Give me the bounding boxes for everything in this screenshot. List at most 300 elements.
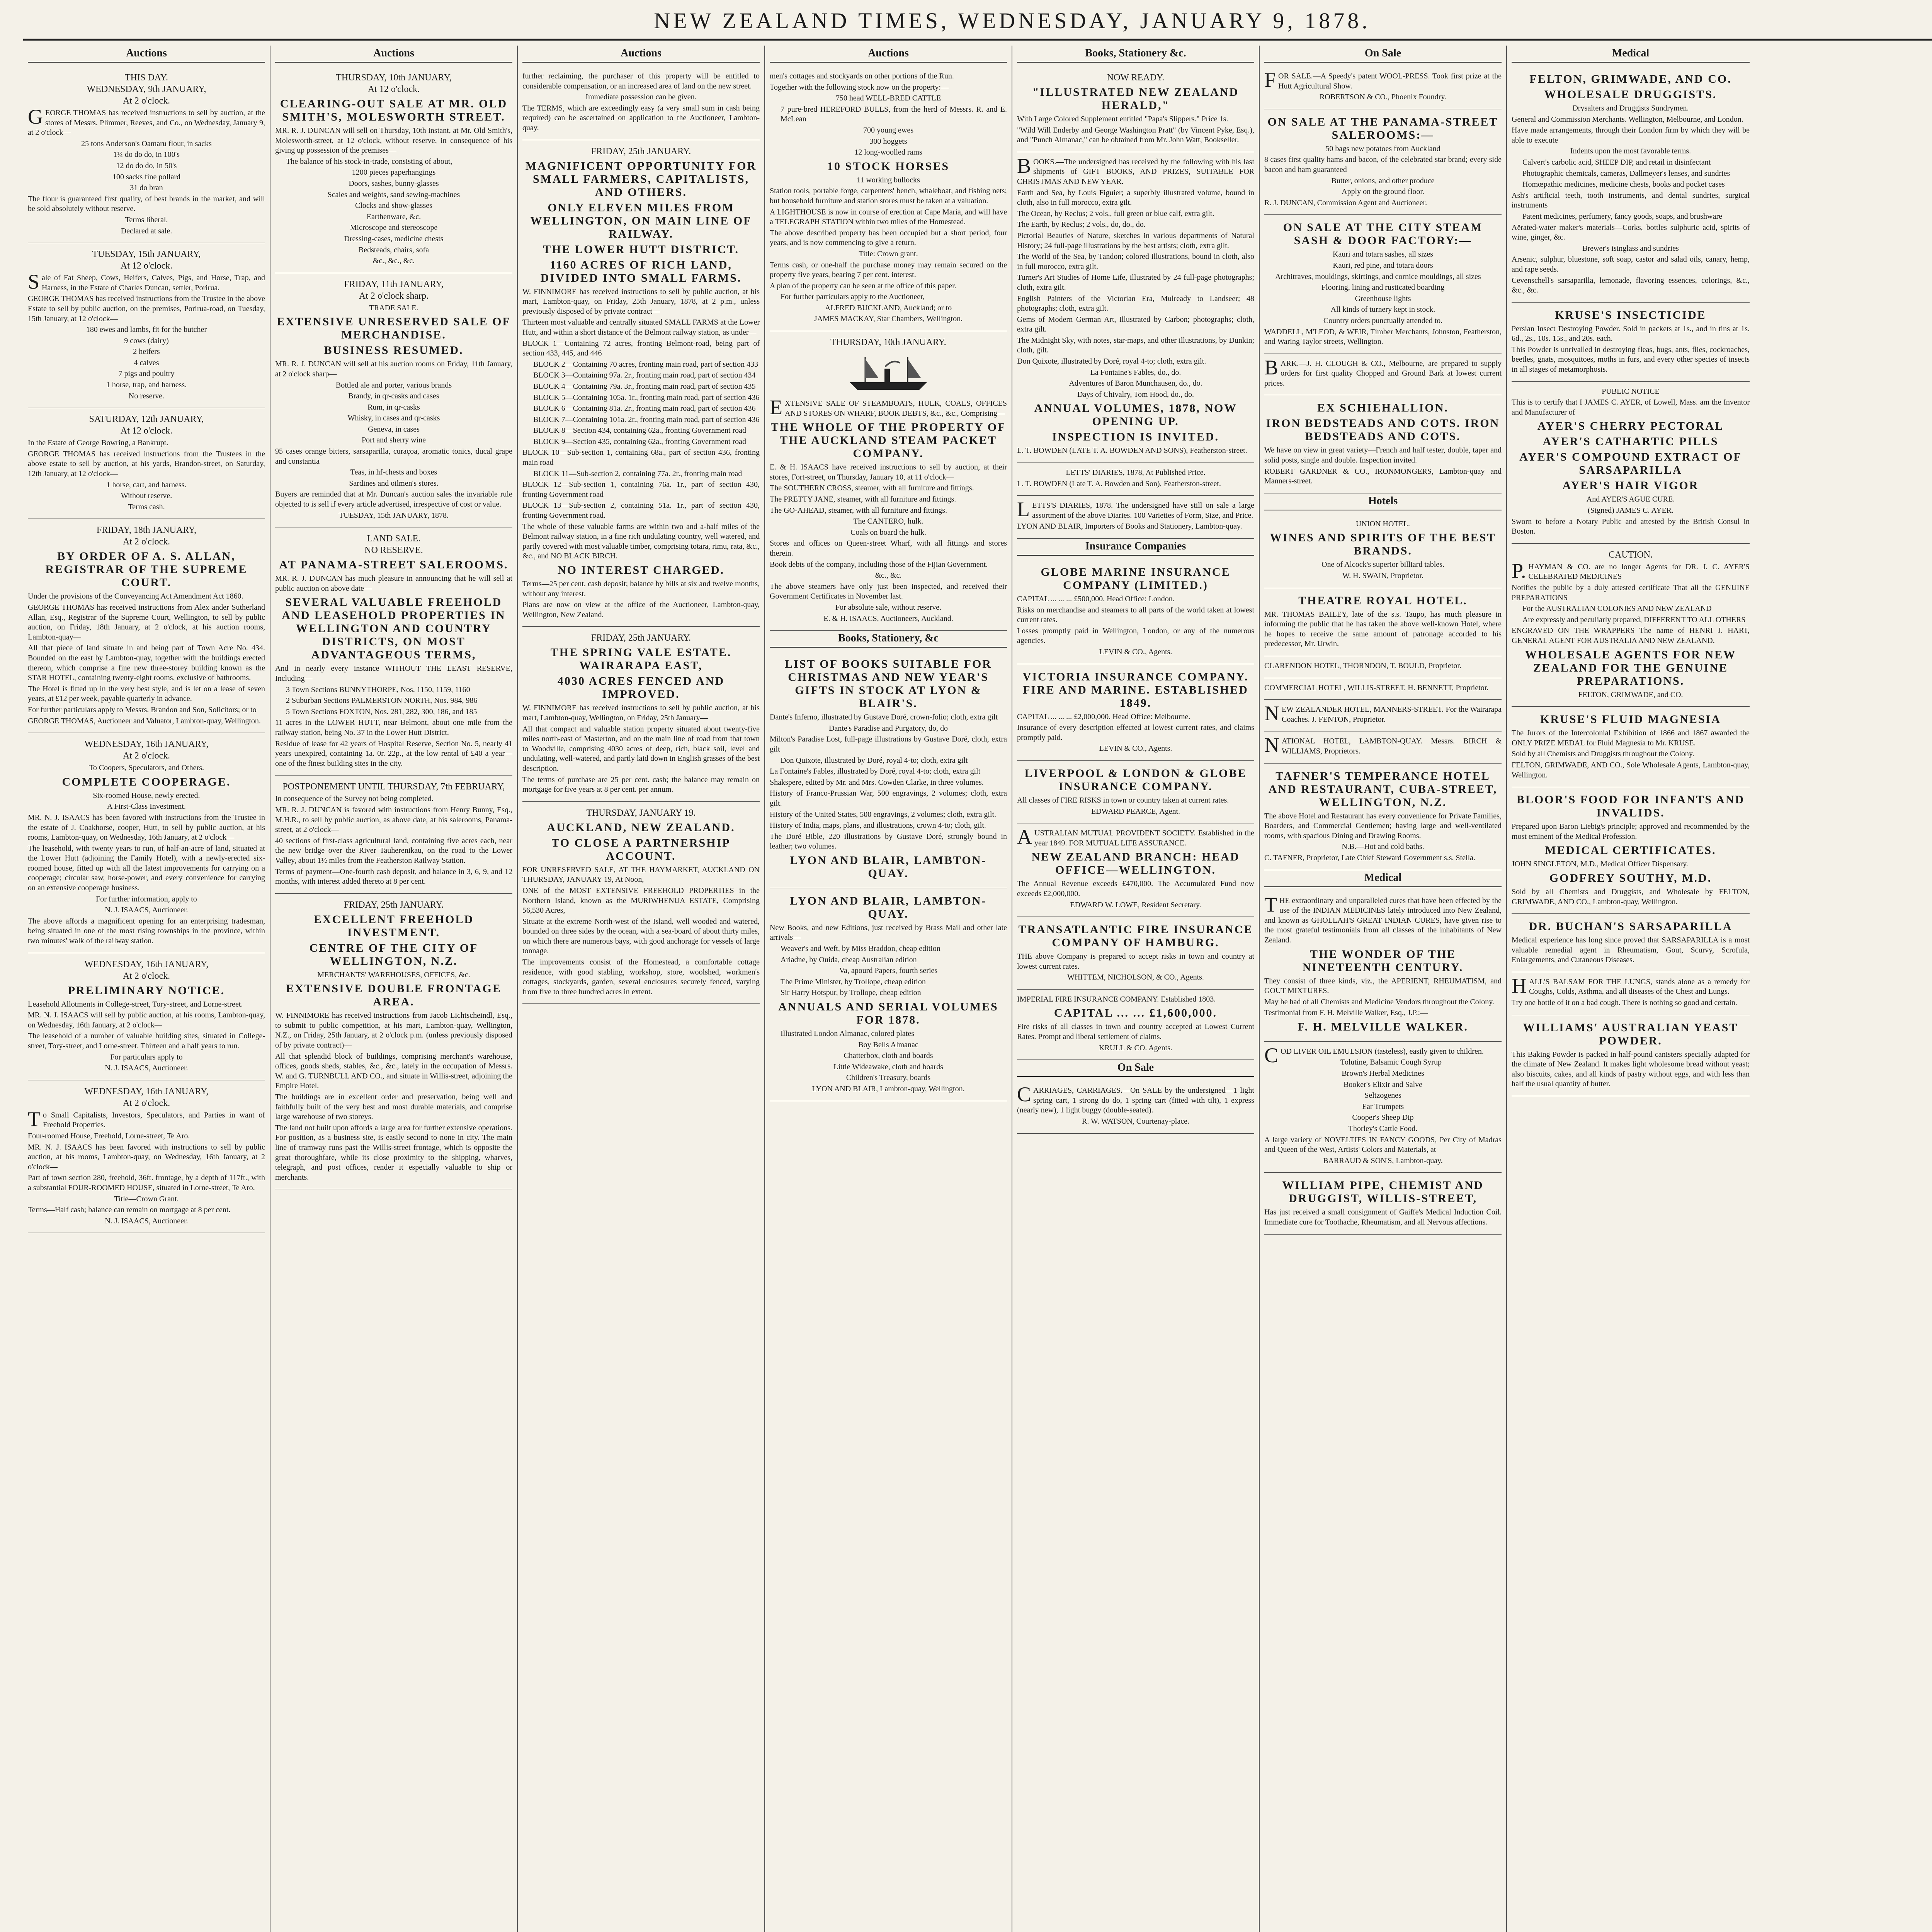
ad-text-line: The leasehold, with twenty years to run, of half-an-acre of land, situated at the Lower Hutt (adjoining the Family Hotel), with a newly-erected six-roomed house, fitted up with all the latest improvements for carrying on a cooperage; circular saw, horse-power, and every convenience for carrying on an extensive cooperage business.	[28, 844, 265, 893]
ad-text-line: Brown's Herbal Medicines	[1342, 1069, 1424, 1078]
ad-text-line: Dante's Inferno, illustrated by Gustave Doré, crown-folio; cloth, extra gilt	[770, 713, 998, 722]
ad-text-line: LEVIN & CO., Agents.	[1099, 744, 1172, 753]
ad-text-line: WADDELL, M'LEOD, & WEIR, Timber Merchants, Johnston, Featherston, and Waring Taylor streets, Wellington.	[1264, 327, 1502, 346]
ad-text-line: GLOBE MARINE INSURANCE COMPANY (LIMITED.)	[1041, 566, 1231, 592]
ad-text-line: 9 cows (dairy)	[124, 336, 169, 345]
ad-text-line: TRADE SALE.	[369, 303, 418, 312]
advertisement	[28, 1080, 265, 1233]
ad-text-line: Title—Crown Grant.	[114, 1194, 179, 1203]
ad-text-line: THE WHOLE OF THE PROPERTY OF THE AUCKLAND STEAM PACKET COMPANY.	[770, 421, 1006, 460]
ad-text-line: WHITTEM, NICHOLSON, & CO., Agents.	[1067, 973, 1204, 982]
ad-text-line: CAPITAL ... ... £1,600,000.	[1054, 1007, 1218, 1020]
ad-text-line: BLOCK 12—Sub-section 1, containing 76a. 1r., part of section 430, fronting Government road	[522, 480, 760, 499]
ad-text-line: 12 long-woolled rams	[854, 148, 922, 157]
section-heading: On Sale	[1017, 1060, 1254, 1077]
ad-text-line: Losses promptly paid in Wellington, London, or any of the numerous agencies.	[1017, 626, 1254, 645]
ad-text-line: MR. R. J. DUNCAN has much pleasure in announcing that he will sell at public auction on above date—	[275, 574, 512, 593]
ad-text-line: Days of Chivalry, Tom Hood, do., do.	[1077, 390, 1194, 399]
ad-date-heading: WEDNESDAY, 16th JANUARY, At 2 o'clock.	[84, 959, 209, 981]
ad-text-line: Adventures of Baron Munchausen, do., do.	[1069, 379, 1202, 388]
ad-text-line: GEORGE THOMAS has received instructions from the Trustees in the above estate to sell by auction, at his yards, Brandon-street, on Saturday, 12th January, at 12 o'clock—	[28, 449, 265, 478]
ad-text-line: F. H. MELVILLE WALKER.	[1298, 1020, 1468, 1033]
ad-text-line: Apply on the ground floor.	[1342, 187, 1424, 196]
column-heading: Medical	[1512, 46, 1750, 63]
ad-date-heading: FRIDAY, 25th JANUARY.	[591, 146, 691, 156]
ad-text-line: Four-roomed House, Freehold, Lorne-street, Te Aro.	[28, 1131, 190, 1140]
advertisement	[1017, 761, 1254, 823]
ad-text-line: 1 horse, cart, and harness.	[106, 480, 187, 489]
advertisement	[28, 519, 265, 733]
ad-text-line: Cevenschell's sarsaparilla, lemonade, flavoring essences, colorings, &c., &c., &c.	[1512, 276, 1750, 295]
columns	[23, 46, 1932, 1932]
ad-text-line: Sold by all Chemists and Druggists throughout the Colony.	[1512, 750, 1694, 759]
ad-text-line: LETTS'S DIARIES, 1878. The undersigned have still on sale a large assortment of the above Diaries. 100 Varieties of Form, Size, and Price.	[1017, 498, 1254, 521]
ad-text-line: The SOUTHERN CROSS, steamer, with all furniture and fittings.	[770, 484, 974, 493]
advertisement	[275, 776, 512, 893]
ad-text-line: Terms cash.	[128, 502, 165, 511]
ad-text-line: "ILLUSTRATED NEW ZEALAND HERALD,"	[1032, 86, 1239, 112]
advertisement	[28, 408, 265, 519]
ad-text-line: The buildings are in excellent order and preservation, being well and faithfully built of the very best and most durable materials, and comprise large warehouse of two storeys.	[275, 1093, 512, 1121]
ad-text-line: The PRETTY JANE, steamer, with all furniture and fittings.	[770, 495, 956, 504]
ad-text-line: BY ORDER OF A. S. ALLAN, REGISTRAR OF THE SUPREME COURT.	[45, 550, 248, 589]
ad-text-line: MEDICAL CERTIFICATES.	[1545, 844, 1716, 857]
ad-text-line: With Large Colored Supplement entitled "Papa's Slippers." Price 1s.	[1017, 115, 1228, 123]
ad-text-line: La Fontaine's Fables, do., do.	[1090, 368, 1181, 377]
ad-text-line: GEORGE THOMAS, Auctioneer and Valuator, Lambton-quay, Wellington.	[28, 716, 261, 725]
ad-text-line: CAPITAL ... ... ... £500,000. Head Office: London.	[1017, 595, 1175, 603]
ad-text-line: IMPERIAL FIRE INSURANCE COMPANY. Established 1803.	[1017, 995, 1216, 1003]
ad-text-line: Plans are now on view at the office of the Auctioneer, Lambton-quay, Wellington, New Zealand.	[522, 600, 760, 619]
ad-text-line: MAGNIFICENT OPPORTUNITY FOR SMALL FARMERS, CAPITALISTS, AND OTHERS.	[525, 159, 757, 199]
advertisement	[1512, 914, 1750, 972]
advertisement	[28, 953, 265, 1080]
ad-text-line: Children's Treasury, boards	[846, 1073, 931, 1082]
ad-text-line: The GO-AHEAD, steamer, with all furniture and fittings.	[770, 506, 947, 515]
ad-text-line: BOOKS.—The undersigned has received by the following with his last shipments of GIFT BOOKS, AND PRIZES, SUITABLE FOR CHRISTMAS AND NEW YEAR.	[1017, 154, 1254, 186]
ad-text-line: W. FINNIMORE has received instructions from Jacob Lichtscheindl, Esq., to submit to public competition, at his mart, Lambton-quay, Wellington, N.Z., on Friday, 25th January, at 2 o'clock p.m. (unless previously disposed of by private contract)—	[275, 1011, 512, 1050]
ad-text-line: 750 head WELL-BRED CATTLE	[835, 94, 941, 103]
ad-text-line: Earthenware, &c.	[366, 212, 421, 221]
ad-text-line: Tolutine, Balsamic Cough Syrup	[1340, 1058, 1442, 1067]
advertisement	[522, 66, 760, 140]
ad-text-line: The above Hotel and Restaurant has every convenience for Private Families, Boarders, and Commercial Gentlemen; having large and well-ventilated rooms, with spacious Dining and Drawing Rooms.	[1264, 811, 1502, 840]
advertisement	[1264, 678, 1502, 700]
ad-text-line: General and Commission Merchants. Wellington, Melbourne, and London.	[1512, 115, 1743, 124]
ad-text-line: Under the provisions of the Conveyancing Act Amendment Act 1860.	[28, 592, 243, 601]
advertisement	[1017, 463, 1254, 496]
ad-text-line: men's cottages and stockyards on other portions of the Run.	[770, 72, 954, 80]
advertisement	[1512, 382, 1750, 544]
column-1	[23, 46, 270, 1932]
ad-text-line: The CANTERO, hulk.	[853, 517, 923, 526]
ad-text-line: Don Quixote, illustrated by Doré, royal 4-to; cloth, extra gilt.	[1017, 357, 1206, 366]
ad-text-line: A First-Class Investment.	[107, 802, 186, 811]
ad-text-line: Terms of payment—One-fourth cash deposit, and balance in 3, 6, 9, and 12 months, with interest added thereto at 8 per cent.	[275, 867, 512, 886]
column-2	[270, 46, 518, 1932]
masthead-rule	[23, 39, 1932, 41]
ad-text-line: Terms—Half cash; balance can remain on mortgage at 8 per cent.	[28, 1206, 231, 1214]
ad-text-line: Risks on merchandise and steamers to all parts of the world taken at lowest current rates.	[1017, 605, 1254, 624]
ad-text-line: Terms cash, or one-half the purchase money may remain secured on the property five years, bearing 7 per cent. interest.	[770, 260, 1007, 279]
ad-date-heading: TUESDAY, 15th JANUARY, At 12 o'clock.	[92, 249, 201, 271]
ad-text-line: Dressing-cases, medicine chests	[344, 234, 444, 243]
ad-text-line: Pictorial Beauties of Nature, sketches in various departments of Natural History; 24 full-page illustrations by the best artists; cloth, extra gilt.	[1017, 231, 1254, 250]
ad-text-line: Book debts of the company, including those of the Fijian Government.	[770, 560, 988, 569]
ad-text-line: Notifies the public by a duly attested certificate That all the GENUINE PREPARATIONS	[1512, 583, 1750, 602]
ad-text-line: Earth and Sea, by Louis Figuier; a superbly illustrated volume, bound in cloth, also in full morocco, extra gilt.	[1017, 188, 1254, 207]
ad-text-line: Stores and offices on Queen-street Wharf, with all fittings and stores therein.	[770, 539, 1007, 558]
ad-text-line: The above steamers have only just been inspected, and received their Government Certificates in November last.	[770, 582, 1007, 601]
ad-text-line: VICTORIA INSURANCE COMPANY. FIRE AND MARINE. ESTABLISHED 1849.	[1022, 670, 1249, 709]
ad-text-line: Architraves, mouldings, skirtings, and cornice mouldings, all sizes	[1275, 272, 1481, 281]
ad-text-line: The Earth, by Reclus; 2 vols., do, do., do.	[1017, 220, 1146, 229]
ad-text-line: MR. R. J. DUNCAN will sell on Thursday, 10th instant, at Mr. Old Smith's, Molesworth-street, at 12 o'clock, without reserve, in consequence of his giving up possession of the premises—	[275, 126, 512, 155]
ad-text-line: Insurance of every description effected at lowest current rates, and claims promptly paid.	[1017, 723, 1254, 742]
ad-text-line: One of Alcock's superior billiard tables.	[1321, 560, 1444, 569]
ad-text-line: All kinds of turnery kept in stock.	[1330, 305, 1435, 314]
ad-text-line: TAFNER'S TEMPERANCE HOTEL AND RESTAURANT, CUBA-STREET, WELLINGTON, N.Z.	[1268, 769, 1498, 809]
ad-text-line: CAPITAL ... ... ... £2,000,000. Head Office: Melbourne.	[1017, 712, 1190, 721]
ad-text-line: PUBLIC NOTICE	[1602, 387, 1660, 396]
ad-text-line: &c., &c., &c.	[372, 257, 415, 265]
ad-text-line: 7 pigs and poultry	[118, 369, 175, 378]
ad-text-line: Together with the following stock now on the property:—	[770, 83, 949, 92]
ad-text-line: Sir Harry Hotspur, by Trollope, cheap edition	[781, 988, 921, 997]
ad-text-line: BLOOR'S FOOD FOR INFANTS AND INVALIDS.	[1516, 793, 1745, 820]
ad-text-line: The improvements consist of the Homestead, a comfortable cottage residence, with good stabling, workshop, store, woolshed, workmen's cottages, stockyards, garden, several enclosures securely fenced, varying from five to three hundred acres in extent.	[522, 958, 760, 996]
ad-text-line: This Baking Powder is packed in half-pound canisters specially adapted for the climate of New Zealand. It makes light wholesome bread without yeast; also biscuits, cakes, and all kinds of pastry without eggs, and with less than half the usual quantity of butter.	[1512, 1050, 1750, 1088]
ad-date-heading: WEDNESDAY, 16th JANUARY, At 2 o'clock.	[84, 739, 209, 761]
ad-text-line: To Small Capitalists, Investors, Speculators, and Parties in want of Freehold Properties.	[28, 1107, 265, 1131]
ad-text-line: Gems of Modern German Art, illustrated by Carbon; photographs; cloth, extra gilt.	[1017, 315, 1254, 334]
ad-text-line: N. J. ISAACS, Auctioneer.	[105, 906, 188, 915]
ad-text-line: Brandy, in qr-casks and cases	[348, 392, 439, 401]
ad-text-line: W. H. SWAIN, Proprietor.	[1342, 571, 1423, 580]
advertisement	[1264, 764, 1502, 870]
column-5	[1012, 46, 1260, 1932]
advertisement	[1264, 1042, 1502, 1173]
ad-text-line: The Midnight Sky, with notes, star-maps, and other illustrations, by Dunkin; cloth, gilt.	[1017, 336, 1254, 355]
ad-text-line: 31 do bran	[130, 184, 163, 192]
ad-text-line: Whisky, in cases and qr-casks	[347, 414, 440, 423]
ad-text-line: The leasehold of a number of valuable building sites, situated in College-street, Tory-street, and Lorne-street. Thirteen and a half years to run.	[28, 1032, 265, 1050]
ad-text-line: Flooring, lining and rusticated boarding	[1321, 283, 1445, 292]
ad-text-line: For further particulars apply to Messrs. Brandon and Son, Solicitors; or to	[28, 705, 257, 714]
ad-text-line: 11 working bullocks	[857, 175, 920, 184]
advertisement	[28, 66, 265, 243]
ad-text-line: Thorley's Cattle Food.	[1348, 1124, 1418, 1133]
ad-text-line: The terms of purchase are 25 per cent. cash; the balance may remain on mortgage for five years at 8 per cent. per annum.	[522, 775, 760, 794]
ad-text-line: La Fontaine's Fables, illustrated by Doré, royal 4-to; cloth, extra gilt	[770, 767, 981, 776]
ad-text-line: No reserve.	[128, 391, 165, 400]
ad-text-line: In consequence of the Survey not being completed.	[275, 794, 434, 803]
ad-text-line: EXTENSIVE DOUBLE FRONTAGE AREA.	[286, 982, 502, 1009]
ad-text-line: Rum, in qr-casks	[367, 403, 420, 412]
column-heading: Auctions	[522, 46, 760, 63]
advertisement	[28, 733, 265, 953]
ad-date-heading: FRIDAY, 25th JANUARY.	[591, 633, 691, 643]
ad-text-line: Chatterbox, cloth and boards	[844, 1051, 933, 1060]
ad-text-line: To Coopers, Speculators, and Others.	[89, 764, 204, 772]
advertisement	[1264, 1173, 1502, 1234]
ad-text-line: ON SALE AT THE CITY STEAM SASH & DOOR FACTORY:—	[1283, 221, 1483, 247]
ad-text-line: EXTENSIVE UNRESERVED SALE OF MERCHANDISE.	[277, 315, 511, 342]
ad-text-line: Doors, sashes, bunny-glasses	[349, 179, 439, 188]
ad-text-line: Little Wideawake, cloth and boards	[833, 1062, 943, 1071]
ad-text-line: The Annual Revenue exceeds £470,000. The Accumulated Fund now exceeds £2,000,000.	[1017, 879, 1254, 898]
ad-text-line: FELTON, GRIMWADE, AND CO.	[1529, 73, 1732, 85]
ad-text-line: This Powder is unrivalled in destroying fleas, bugs, ants, flies, cockroaches, beetles, gnats, mosquitoes, moths in furs, and every other species of insects in all stages of metamorphosis.	[1512, 345, 1750, 374]
ad-text-line: Milton's Paradise Lost, full-page illustrations by Gustave Doré, cloth, extra gilt	[770, 735, 1007, 753]
ad-text-line: 1¼ do do do, in 100's	[113, 150, 180, 159]
ad-text-line: R. W. WATSON, Courtenay-place.	[1082, 1117, 1189, 1126]
ad-text-line: Teas, in hf-chests and boxes	[350, 468, 437, 477]
ad-text-line: Terms—25 per cent. cash deposit; balance by bills at six and twelve months, without any interest.	[522, 580, 760, 598]
ad-text-line: Try one bottle of it on a bad cough. There is nothing so good and certain.	[1512, 998, 1737, 1007]
ad-text-line: C. TAFNER, Proprietor, Late Chief Steward Government s.s. Stella.	[1264, 853, 1476, 862]
ad-text-line: COD LIVER OIL EMULSION (tasteless), easily given to children.	[1264, 1043, 1484, 1067]
ad-text-line: E. & H. ISAACS, Auctioneers, Auckland.	[823, 614, 953, 623]
ad-text-line: Don Quixote, illustrated by Doré, royal 4-to; cloth, extra gilt	[781, 756, 968, 765]
ad-text-line: LYON AND BLAIR, LAMBTON-QUAY.	[790, 854, 987, 880]
ad-text-line: ENGRAVED ON THE WRAPPERS The name of HENRI J. HART, GENERAL AGENT FOR AUSTRALIA AND NEW ZEALAND.	[1512, 626, 1750, 645]
ad-date-heading: THIS DAY. WEDNESDAY, 9th JANUARY, At 2 o'clock.	[87, 73, 206, 106]
ad-text-line: WHOLESALE DRUGGISTS.	[1544, 88, 1717, 101]
ad-text-line: We have on view in great variety—French and half tester, double, taper and solid posts, single and double. Inspection invited.	[1264, 446, 1502, 465]
ad-text-line: All that splendid block of buildings, comprising merchant's warehouse, offices, goods sheds, stables, &c., &c., lately in the occupation of Messrs. W. and G. TURNBULL AND CO., and situate in Willis-street, adjoining the Empire Hotel.	[275, 1052, 512, 1090]
ad-text-line: The balance of his stock-in-trade, consisting of about,	[286, 157, 452, 166]
ad-text-line: Indents upon the most favorable terms.	[1570, 147, 1691, 156]
ad-text-line: They consist of three kinds, viz., the APERIENT, RHEUMATISM, and GOUT MIXTURES.	[1264, 976, 1502, 995]
advertisement	[1264, 66, 1502, 109]
ad-text-line: Sworn to before a Notary Public and attested by the British Consul in Boston.	[1512, 517, 1750, 536]
ad-text-line: Scales and weights, sand sewing-machines	[327, 190, 460, 199]
ad-text-line: CENTRE OF THE CITY OF WELLINGTON, N.Z.	[309, 941, 478, 968]
ad-date-heading: FRIDAY, 18th JANUARY, At 2 o'clock.	[96, 525, 197, 547]
ad-text-line: BUSINESS RESUMED.	[324, 344, 464, 357]
ad-date-heading: CAUTION.	[1609, 549, 1653, 560]
ad-text-line: The TERMS, which are exceedingly easy (a very small sum in cash being required) can be ascertained on application to the Auctioneer, Lambton-quay.	[522, 104, 760, 132]
column-heading: Books, Stationery &c.	[1017, 46, 1254, 63]
ad-text-line: A LIGHTHOUSE is now in course of erection at Cape Maria, and will have a TELEGRAPH STATION within two miles of the Homestead.	[770, 207, 1007, 226]
ad-text-line: The flour is guaranteed first quality, of best brands in the market, and will be sold absolutely without reserve.	[28, 194, 265, 213]
ad-text-line: AT PANAMA-STREET SALEROOMS.	[279, 558, 509, 571]
ad-text-line: A large variety of NOVELTIES IN FANCY GOODS, Per City of Madras and Queen of the West, Artists' Colors and Materials, at	[1264, 1135, 1502, 1154]
ad-text-line: AYER'S CATHARTIC PILLS	[1543, 435, 1719, 448]
ad-text-line: COMMERCIAL HOTEL, WILLIS-STREET. H. BENNETT, Proprietor.	[1264, 683, 1489, 692]
ad-text-line: THE SPRING VALE ESTATE. WAIRARAPA EAST,	[550, 646, 732, 672]
ad-date-heading: NOW READY.	[1107, 73, 1165, 83]
advertisement	[1264, 700, 1502, 731]
ad-text-line: EX SCHIEHALLION.	[1317, 401, 1449, 415]
ad-text-line: Sale of Fat Sheep, Cows, Heifers, Calves, Pigs, and Horse, Trap, and Harness, in the Estate of Charles Duncan, settler, Porirua.	[28, 270, 265, 294]
ad-text-line: History of the United States, 500 engravings, 2 volumes; cloth, extra gilt.	[770, 810, 997, 819]
ad-text-line: EDWARD PEARCE, Agent.	[1091, 807, 1180, 816]
ad-text-line: DR. BUCHAN'S SARSAPARILLA	[1529, 920, 1733, 933]
section-heading: Books, Stationery, &c	[770, 631, 1007, 648]
ad-text-line: FELTON, GRIMWADE, AND CO., Sole Wholesale Agents, Lambton-quay, Wellington.	[1512, 760, 1750, 779]
ad-text-line: The Doré Bible, 220 illustrations by Gustave Doré, strongly bound in leather; two volumes.	[770, 832, 1007, 851]
advertisement	[1264, 731, 1502, 763]
advertisement	[1264, 395, 1502, 493]
ad-text-line: MR. N. J. ISAACS has been favored with instructions from the Trustee in the estate of J. Coakhorse, cooper, Hutt, to sell by public auction, at his rooms, Lambton-quay, on Wednesday, 16th January, at 2 o'clock—	[28, 813, 265, 842]
advertisement	[1264, 656, 1502, 678]
ad-text-line: SEVERAL VALUABLE FREEHOLD AND LEASEHOLD PROPERTIES IN WELLINGTON AND COUNTRY DISTRICTS, ON MOST ADVANTAGEOUS TERMS,	[282, 596, 506, 662]
ad-text-line: The land not built upon affords a large area for further extensive operations. For position, as a business site, is easily second to none in city. The main line of tramway runs past the Willis-street frontage, which is opposite the great thoroughfare, while its close proximity to the shipping, wharves, telegraph, and post offices, render it especially valuable to ship or merchants.	[275, 1123, 512, 1182]
ad-text-line: Six-roomed House, newly erected.	[93, 791, 200, 800]
ad-text-line: Ear Trumpets	[1362, 1102, 1404, 1111]
ad-text-line: Declared at sale.	[121, 226, 172, 235]
ad-text-line: BLOCK 1—Containing 72 acres, fronting Belmont-road, being part of section 433, 445, and 446	[522, 339, 760, 358]
ad-text-line: BLOCK 2—Containing 70 acres, fronting main road, part of section 433	[533, 360, 759, 369]
ad-text-line: Microscope and stereoscope	[350, 223, 438, 232]
ad-text-line: Testimonial from F. H. Melville Walker, Esq., J.P.:—	[1264, 1009, 1428, 1017]
ad-text-line: THE WONDER OF THE NINETEENTH CENTURY.	[1302, 947, 1464, 974]
ad-text-line: Have made arrangements, through their London firm by which they will be able to execute	[1512, 126, 1750, 145]
advertisement	[1512, 544, 1750, 707]
ad-text-line: L. T. BOWDEN (Late T. A. Bowden and Son), Featherston-street.	[1017, 479, 1221, 488]
ad-text-line: Geneva, in cases	[368, 425, 420, 434]
ad-text-line: Dante's Paradise and Purgatory, do, do	[829, 724, 948, 733]
ad-text-line: Part of town section 280, freehold, 36ft. frontage, by a depth of 117ft., with a substantial FOUR-ROOMED HOUSE, situated in Lorne-street, Te Aro.	[28, 1173, 265, 1192]
advertisement	[770, 651, 1007, 888]
ad-date-heading: FRIDAY, 25th JANUARY.	[344, 900, 444, 910]
ad-text-line: Weaver's and Weft, by Miss Braddon, cheap edition	[781, 944, 940, 953]
advertisement	[1264, 109, 1502, 215]
ad-text-line: Va, apourd Papers, fourth series	[839, 966, 938, 975]
ad-text-line: BLOCK 13—Sub-section 2, containing 51a. 1r., part of section 430, fronting Government road.	[522, 501, 760, 520]
ad-text-line: MR. N. J. ISAACS will sell by public auction, at his rooms, Lambton-quay, on Wednesday, 16th January, at 2 o'clock—	[28, 1011, 265, 1029]
ad-text-line: CARRIAGES, CARRIAGES.—On SALE by the undersigned—1 light spring cart, 1 strong do do, 1 spring cart (fitted with tilt), 1 express (nearly new), 1 light buggy (double-seated).	[1017, 1083, 1254, 1115]
ad-text-line: For further information, apply to	[96, 895, 197, 903]
ad-text-line: TO CLOSE A PARTNERSHIP ACCOUNT.	[551, 836, 731, 862]
ad-text-line: MR. THOMAS BAILEY, late of the s.s. Taupo, has much pleasure in informing the public that he has taken the above well-known Hotel, where he hopes to receive the same amount of patronage accorded to his predecessor, Mr. Urwin.	[1264, 610, 1502, 648]
ad-text-line: Buyers are reminded that at Mr. Duncan's auction sales the invariable rule objected to is sell if every article advertised, irrespective of cost or value.	[275, 490, 512, 509]
advertisement	[1264, 354, 1502, 396]
ad-text-line: NATIONAL HOTEL, LAMBTON-QUAY. Messrs. BIRCH & WILLIAMS, Proprietors.	[1264, 733, 1502, 757]
ad-text-line: Drysalters and Druggists Sundrymen.	[1572, 104, 1689, 112]
ad-text-line: The Ocean, by Reclus; 2 vols., full green or blue calf, extra gilt.	[1017, 209, 1214, 218]
ad-text-line: BLOCK 4—Containing 79a. 3r., fronting main road, part of section 435	[533, 382, 756, 391]
ad-text-line: WILLIAM PIPE, CHEMIST AND DRUGGIST, WILLIS-STREET,	[1282, 1179, 1484, 1205]
ad-text-line: 95 cases orange bitters, sarsaparilla, curaçoa, aromatic tonics, ducal grape and constantia	[275, 447, 512, 466]
ad-text-line: All classes of FIRE RISKS in town or country taken at current rates.	[1017, 796, 1229, 804]
ad-text-line: GEORGE THOMAS has received instructions from the Trustee in the above Estate to sell by public auction, on the premises, Porirua-road, on Tuesday, 15th January, at 12 o'clock—	[28, 294, 265, 323]
ad-text-line: ALFRED BUCKLAND, Auckland; or to	[825, 303, 952, 312]
ad-text-line: (Signed) JAMES C. AYER.	[1587, 506, 1674, 515]
advertisement	[1017, 560, 1254, 664]
ad-text-line: EXTENSIVE SALE OF STEAMBOATS, HULK, COALS, OFFICES AND STORES ON WHARF, BOOK DEBTS, &c., &c., Comprising—	[770, 396, 1007, 419]
ad-text-line: BLOCK 10—Sub-section 1, containing 68a., part of section 436, fronting main road	[522, 448, 760, 467]
ad-text-line: Ash's artificial teeth, tooth instruments, and dental sundries, surgical instruments	[1512, 191, 1750, 210]
ad-text-line: Medical experience has long since proved that SARSAPARILLA is a most valuable remedial agent in Rheumatism, Gout, Scurvy, Scrofula, Enlargements, and Cutaneous Diseases.	[1512, 936, 1750, 964]
ad-text-line: Clocks and show-glasses	[355, 201, 432, 210]
ad-text-line: 180 ewes and lambs, fit for the butcher	[86, 325, 207, 334]
ad-text-line: Photographic chemicals, cameras, Dallmeyer's lenses, and sundries	[1522, 169, 1730, 178]
ad-text-line: LEVIN & CO., Agents.	[1099, 647, 1172, 656]
ad-text-line: Bottled ale and porter, various brands	[335, 381, 452, 389]
ad-text-line: History of India, maps, plans, and illustrations, crown 4-to; cloth, gilt.	[770, 821, 986, 830]
ad-text-line: FELTON, GRIMWADE, and CO.	[1578, 690, 1683, 699]
ad-text-line: JAMES MACKAY, Star Chambers, Wellington.	[814, 315, 963, 323]
advertisement	[770, 66, 1007, 331]
advertisement	[1512, 707, 1750, 787]
advertisement	[1264, 891, 1502, 1042]
ad-text-line: Situate at the extreme North-west of the Island, well wooded and watered, bounded on three sides by the ocean, with a sea-board of about thirty miles, on which there are numerous bays, with good anchorage for vessels of large tonnage.	[522, 917, 760, 956]
ad-text-line: CLEARING-OUT SALE AT MR. OLD SMITH'S, MOLESWORTH STREET.	[280, 97, 508, 123]
ad-date-heading: LAND SALE. NO RESERVE.	[364, 534, 423, 556]
ad-text-line: Persian Insect Destroying Powder. Sold in packets at 1s., and in tins at 1s. 6d., 2s., 10s. 15s., and 20s. each.	[1512, 324, 1750, 343]
ad-text-line: CLARENDON HOTEL, THORNDON, T. BOULD, Proprietor.	[1264, 662, 1461, 670]
ad-text-line: GODFREY SOUTHY, M.D.	[1549, 871, 1712, 884]
ad-text-line: Residue of lease for 42 years of Hospital Reserve, Section No. 5, nearly 41 years unexpired, containing 1a. 0r. 22p., at the low rental of £40 a year—one of the finest building sites in the city.	[275, 739, 512, 768]
ad-date-heading: WEDNESDAY, 16th JANUARY, At 2 o'clock.	[84, 1086, 209, 1108]
ad-text-line: In the Estate of George Bowring, a Bankrupt.	[28, 439, 168, 447]
advertisement	[1017, 1081, 1254, 1133]
ad-text-line: ANNUALS AND SERIAL VOLUMES FOR 1878.	[778, 1000, 998, 1027]
ad-text-line: Thirteen most valuable and centrally situated SMALL FARMS at the Lower Hutt, and within a short distance of the Belmont railway station, as under—	[522, 318, 760, 337]
ad-text-line: Prepared upon Baron Liebig's principle; approved and recommended by the most eminent of the Medical Profession.	[1512, 822, 1750, 841]
ad-text-line: WHOLESALE AGENTS FOR NEW ZEALAND FOR THE GENUINE PREPARATIONS.	[1525, 648, 1736, 687]
ad-text-line: A plan of the property can be seen at the office of this paper.	[770, 281, 956, 290]
ad-text-line: For absolute sale, without reserve.	[835, 603, 942, 612]
ad-text-line: BLOCK 6—Containing 81a. 2r., fronting main road, part of section 436	[533, 404, 756, 413]
ad-text-line: 40 sections of first-class agricultural land, containing five acres each, near the new bridge over the River Tauherenikau, on the road to the Lower Valley, about 1½ miles from the Featherston Railway Station.	[275, 836, 512, 865]
ad-text-line: LIVERPOOL & LONDON & GLOBE INSURANCE COMPANY.	[1024, 767, 1247, 793]
ad-text-line: THE extraordinary and unparalleled cures that have been effected by the use of the INDIAN MEDICINES lately introduced into New Zealand, and known as GHOLLAH'S GREAT INDIAN CURES, have given rise to the most grateful testimonials from all classes of the inhabitants of New Zealand.	[1264, 893, 1502, 944]
ad-text-line: MR. R. J. DUNCAN is favored with instructions from Henry Bunny, Esq., M.H.R., to sell by public auction, as above date, at his salerooms, Panama-street, at 2 o'clock—	[275, 805, 512, 834]
ad-text-line: GEORGE THOMAS has received instructions to sell by auction, at the stores of Messrs. Plimmer, Reeves, and Co., on Wednesday, January 9, at 2 o'clock—	[28, 105, 265, 137]
advertisement	[1512, 66, 1750, 303]
ad-text-line: 4030 ACRES FENCED AND IMPROVED.	[557, 675, 725, 701]
ad-text-line: Sold by all Chemists and Druggists, and Wholesale by FELTON, GRIMWADE, AND CO., Lambton-quay, Wellington.	[1512, 887, 1750, 906]
ad-text-line: Greenhouse lights	[1355, 294, 1411, 303]
ad-text-line: Fire risks of all classes in town and country accepted at Lowest Current Rates. Prompt and liberal settlement of claims.	[1017, 1022, 1254, 1041]
ad-text-line: Country orders punctually attended to.	[1323, 316, 1443, 325]
ad-text-line: THE above Company is prepared to accept risks in town and country at lowest current rates.	[1017, 952, 1254, 971]
ad-text-line: The whole of these valuable farms are within two and a-half miles of the Belmont railway station, in a fine rich undulating country, well watered, and partly covered with most valuable timber, comprising totara, rimu, rata, &c., &c., and NO BLACK BIRCH.	[522, 522, 760, 561]
ad-text-line: 2 Suburban Sections PALMERSTON NORTH, Nos. 984, 986	[286, 696, 478, 705]
ad-text-line: 10 STOCK HORSES	[827, 160, 950, 173]
ad-text-line: 12 do do do, in 50's	[116, 161, 177, 170]
ad-text-line: 8 cases first quality hams and bacon, of the celebrated star brand; every side bacon and ham guaranteed	[1264, 155, 1502, 174]
ad-text-line: LYON AND BLAIR, Importers of Books and Stationery, Lambton-quay.	[1017, 522, 1242, 531]
column-heading: On Sale	[1264, 46, 1502, 63]
masthead: NEW ZEALAND TIMES, WEDNESDAY, JANUARY 9, 1878.	[654, 8, 1371, 33]
ad-text-line: And in nearly every instance WITHOUT THE LEAST RESERVE, Including—	[275, 664, 512, 683]
advertisement	[1264, 588, 1502, 656]
ad-text-line: MR. N. J. ISAACS has been favored with instructions to sell by public auction, at his rooms, Lambton-quay, on Wednesday, 16th January, at 2 o'clock—	[28, 1143, 265, 1171]
advertisement	[275, 894, 512, 1190]
ad-text-line: E. & H. ISAACS have received instructions to sell by auction, at their stores, Fort-street, on Thursday, January 10, at 11 o'clock—	[770, 463, 1007, 481]
ad-text-line: N. J. ISAACS, Auctioneer.	[105, 1064, 188, 1073]
advertisement	[522, 140, 760, 627]
advertisement	[522, 627, 760, 801]
ad-text-line: BLOCK 8—Section 434, containing 62a., fronting Government road	[533, 426, 747, 435]
ad-date-heading: THURSDAY, JANUARY 19.	[586, 808, 696, 818]
column-heading: Auctions	[770, 46, 1007, 63]
ad-text-line: THE LOWER HUTT DISTRICT.	[543, 243, 739, 256]
ad-text-line: TRANSATLANTIC FIRE INSURANCE COMPANY OF HAMBURG.	[1018, 923, 1253, 949]
section-heading: Medical	[1264, 870, 1502, 887]
ad-text-line: For further particulars apply to the Auctioneer,	[781, 293, 925, 301]
ad-date-heading: THURSDAY, 10th JANUARY.	[830, 337, 946, 348]
advertisement	[1017, 990, 1254, 1060]
ad-text-line: New Books, and new Editions, just received by Brass Mail and other late arrivals—	[770, 923, 1007, 942]
ad-text-line: LYON AND BLAIR, LAMBTON-QUAY.	[790, 894, 987, 920]
ad-text-line: UNION HOTEL.	[1356, 519, 1410, 528]
